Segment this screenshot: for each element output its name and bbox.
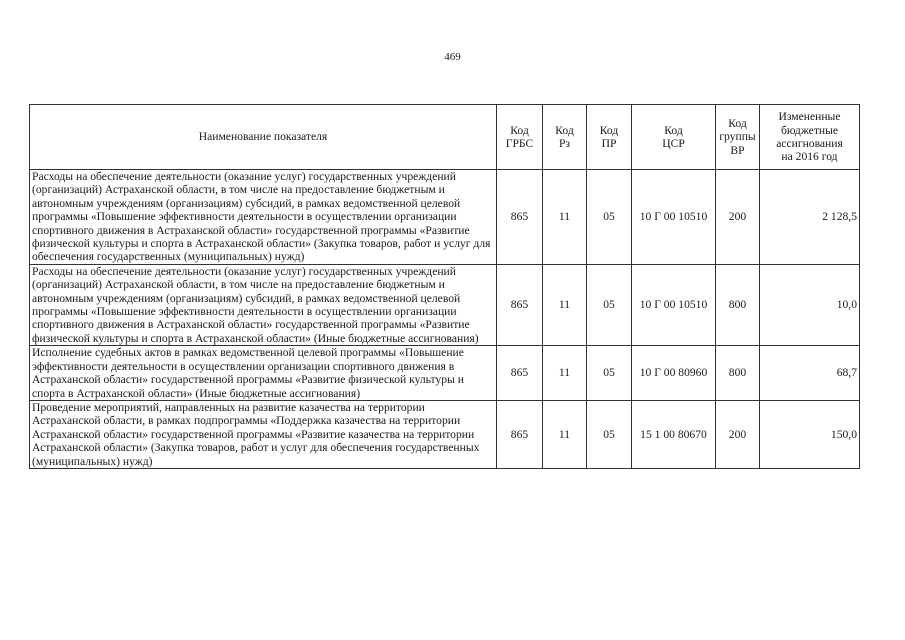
row-grbs: 865 [497, 264, 543, 345]
row-name: Проведение мероприятий, направленных на развитие казачества на территории Астраханской области, в рамках подпрограммы «Поддержка казачества на территории Астраханской области» государственной программы «Развитие казачества на территории Астраханской области» (Закупка товаров, работ и услуг для обеспечения государственных (муниципальных) нужд) [30, 400, 497, 468]
row-name: Расходы на обеспечение деятельности (оказание услуг) государственных учреждений (организаций) Астраханской области, в том числе на предоставление бюджетным и автономным учреждениям (организациям) субсидий, в рамках ведомственной целевой программы «Повышение эффективности деятельности в осуществлении организации спортивного движения в Астраханской области» государственной программы «Развитие физической культуры и спорта в Астраханской области» (Закупка товаров, работ и услуг для обеспечения государственных (муниципальных) нужд) [30, 170, 497, 265]
row-grbs: 865 [497, 170, 543, 265]
row-amount: 10,0 [760, 264, 860, 345]
row-csr: 10 Г 00 10510 [632, 170, 716, 265]
table-row [30, 170, 860, 265]
row-vr: 200 [716, 170, 760, 265]
header-rz: Код Рз [543, 105, 587, 170]
table-row [30, 346, 860, 401]
row-csr: 10 Г 00 10510 [632, 264, 716, 345]
row-amount: 150,0 [760, 400, 860, 468]
row-rz: 11 [543, 346, 587, 401]
row-grbs: 865 [497, 346, 543, 401]
header-grbs: Код ГРБС [497, 105, 543, 170]
row-grbs: 865 [497, 400, 543, 468]
row-vr: 800 [716, 264, 760, 345]
page-number: 469 [444, 51, 461, 63]
row-rz: 11 [543, 400, 587, 468]
row-csr: 15 1 00 80670 [632, 400, 716, 468]
row-amount: 2 128,5 [760, 170, 860, 265]
row-vr: 200 [716, 400, 760, 468]
row-csr: 10 Г 00 80960 [632, 346, 716, 401]
budget-table [29, 104, 860, 469]
row-pr: 05 [587, 170, 632, 265]
row-rz: 11 [543, 170, 587, 265]
header-vr: Код группы ВР [716, 105, 760, 170]
row-pr: 05 [587, 264, 632, 345]
header-name: Наименование показателя [30, 105, 497, 170]
row-pr: 05 [587, 400, 632, 468]
row-rz: 11 [543, 264, 587, 345]
row-name: Исполнение судебных актов в рамках ведомственной целевой программы «Повышение эффективности деятельности в осуществлении организации спортивного движения в Астраханской области» государственной программы «Развитие физической культуры и спорта в Астраханской области» (Иные бюджетные ассигнования) [30, 346, 497, 401]
row-pr: 05 [587, 346, 632, 401]
table-row [30, 264, 860, 345]
header-amount: Измененные бюджетные ассигнования на 2016 год [760, 105, 860, 170]
table-header-row [30, 105, 860, 170]
row-vr: 800 [716, 346, 760, 401]
table-row [30, 400, 860, 468]
header-pr: Код ПР [587, 105, 632, 170]
header-csr: Код ЦСР [632, 105, 716, 170]
row-name: Расходы на обеспечение деятельности (оказание услуг) государственных учреждений (организаций) Астраханской области, в том числе на предоставление бюджетным и автономным учреждениям (организациям) субсидий, в рамках ведомственной целевой программы «Повышение эффективности деятельности в осуществлении организации спортивного движения в Астраханской области» государственной программы «Развитие физической культуры и спорта в Астраханской области» (Иные бюджетные ассигнования) [30, 264, 497, 345]
row-amount: 68,7 [760, 346, 860, 401]
